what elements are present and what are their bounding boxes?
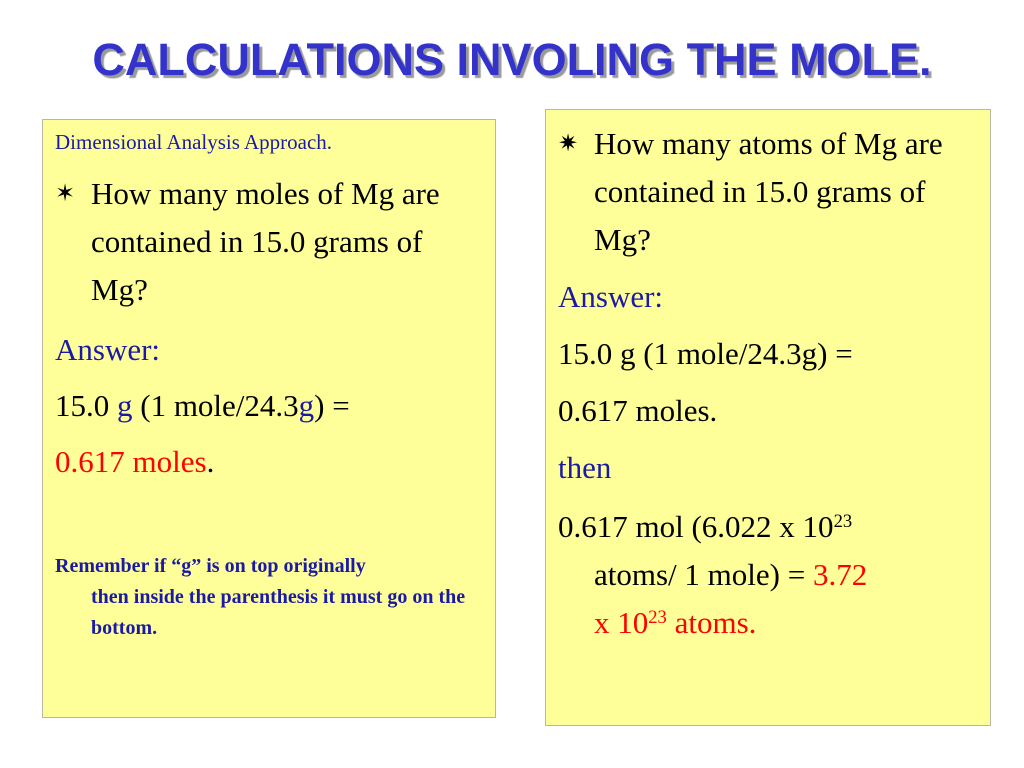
answer-label: Answer: [558,279,664,314]
result-period: . [206,444,215,479]
question-text: How many moles of Mg are contained in 15.0 grams of Mg? [91,176,440,307]
reminder-line-rest: then inside the parenthesis it must go on the bottom. [91,586,466,639]
exponent-2: 23 [648,606,667,628]
question-text: How many atoms of Mg are contained in 15.0 grams of Mg? [594,126,943,257]
reminder-note [55,551,487,644]
calc3-part1: 0.617 mol (6.022 x 10 [558,509,834,544]
result-line [55,438,487,486]
calc3-part2: atoms/ 1 mole) = [594,557,806,592]
question-bullet [558,120,982,264]
left-content-box [42,119,496,718]
question-bullet [55,170,487,314]
calculation-line [55,382,487,430]
eight-pointed-star-icon: ✷ [558,131,579,157]
then-label: then [558,450,612,485]
calc-unit-grams: g [117,388,133,423]
section-header: Dimensional Analysis Approach. [55,130,333,154]
calculation-line-2: 0.617 moles. [558,393,718,428]
calc-number: 15.0 [55,388,110,423]
reminder-line-1: Remember if “g” is on top originally [55,555,366,577]
calc-conversion: (1 mole/24.3 [140,388,299,423]
final-result-base: x 10 [594,605,649,640]
answer-label: Answer: [55,332,161,367]
result-value: 0.617 moles [55,444,207,479]
six-pointed-star-icon: ✶ [55,181,76,207]
calc-equals: ) = [314,388,350,423]
calc-unit-grams-bottom: g [298,388,315,423]
final-result-power [594,605,756,640]
final-result-value: 3.72 [812,557,868,592]
exponent-1: 23 [833,510,853,532]
final-result-unit: atoms. [674,605,757,640]
calculation-line-1: 15.0 g (1 mole/24.3g) = [558,336,853,371]
slide-title: CALCULATIONS INVOLING THE MOLE. [92,34,932,85]
calculation-line-3 [558,503,982,647]
right-content-box [545,109,991,726]
